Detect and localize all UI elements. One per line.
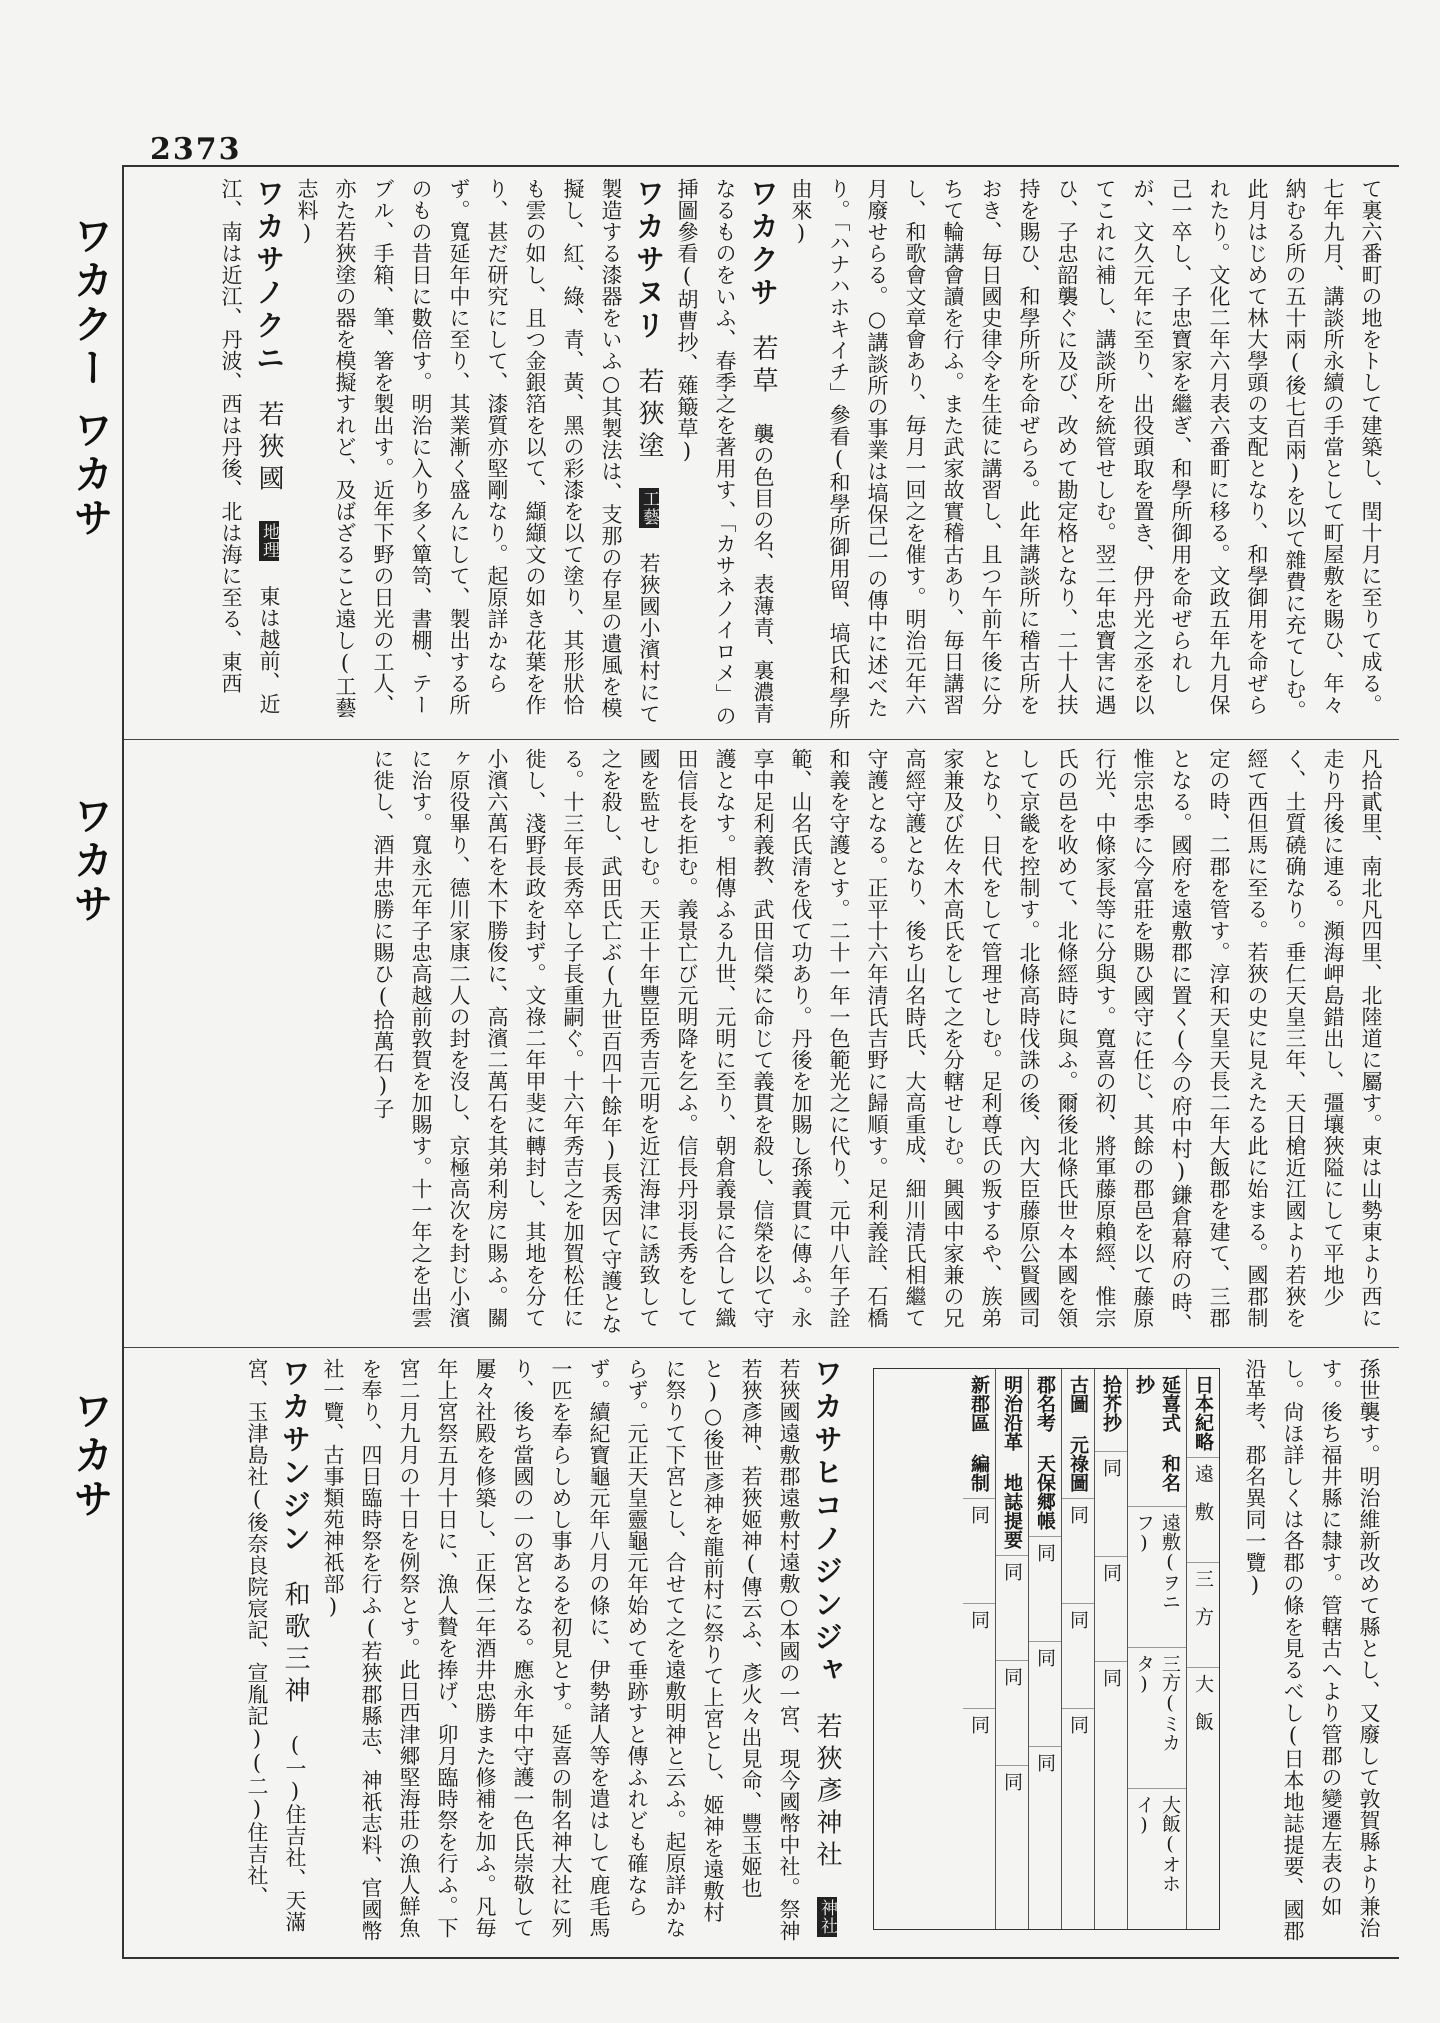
table-cell: 同 <box>1029 1537 1061 1642</box>
reading: 若狹塗 <box>634 367 664 464</box>
entry-wakasanokuni <box>212 178 288 730</box>
top-band-paragraph: て裏六番町の地をトして建築し、閏十月に至りて成る。七年九月、講談所永續の手當として町屋敷を賜ひ、年々納むる所の五十兩(後七百兩)を以て雜費に充てしむ。此月はじめて林大學頭の支配となり、和學御用を命ぜられたり。文化二年六月表六番町に移る。文政五年九月保己一卒し、子忠寶家を繼ぎ、和學所御用を命ぜられしが、文久元年に至り、出役頭取を置き、伊丹光之丞を以てこれに補し、講談所を統管せしむ。翌二年忠寶害に遇ひ、子忠韶襲ぐに及び、改めて勘定格となり、二十人扶持を賜ひ、和學所所を命ぜらる。此年講談所に稽古所をおき、毎日國史律令を生徒に講習し、且つ午前午後に分ちて輪講會讀を行ふ。また武家故實稽古あり、毎日講習し、和歌會文章會あり、毎月一回之を催す。明治元年六月廢せらる。○講談所の事業は塙保己一の傳中に述べたり。「ハナハホキイチ」參看(和學所御用留、塙氏和學所由來) <box>789 178 1383 730</box>
table-cell: 同 <box>1062 1499 1094 1604</box>
table-cell: 同 <box>963 1499 995 1604</box>
headword: ワカサンジン <box>278 1358 312 1556</box>
table-cell: 同 <box>1067 1715 1089 1734</box>
entry-wakakusa <box>668 178 782 730</box>
table-cell: 同 <box>996 1556 1028 1661</box>
table-cell: 同 <box>1029 1642 1061 1747</box>
reading: 若狹彥神社 <box>812 1712 842 1873</box>
table-cell: 大 飯 <box>1192 1674 1214 1731</box>
table-cell: 同 <box>996 1661 1028 1766</box>
table-cell: 同 <box>1100 1668 1122 1687</box>
table-cell: 同 <box>968 1715 990 1734</box>
table-cell: 三 方 <box>1187 1563 1219 1668</box>
table-cell: 同 <box>1062 1604 1094 1709</box>
page-number: 2373 <box>150 132 242 167</box>
table-cell: 三方(ミカタ) <box>1128 1648 1186 1789</box>
margin-heading-bottom: ワカサ <box>67 1390 113 1522</box>
table-header-cell: 古圖 元祿圖 <box>1062 1369 1094 1499</box>
band-divider-2 <box>124 1347 1399 1348</box>
table-column <box>1127 1369 1186 1929</box>
margin-heading-top: ワカクー ワカサ <box>67 215 113 541</box>
table-cell: 同 <box>963 1604 995 1709</box>
reading: 和歌三神 <box>280 1580 310 1709</box>
table-cell: 遠 敷 <box>1187 1458 1219 1563</box>
table-column <box>1028 1369 1061 1929</box>
reading: 若狹國 <box>254 400 284 497</box>
middle-band <box>128 748 1390 1340</box>
table-column <box>1061 1369 1094 1929</box>
table-header-cell: 郡名考 天保郷帳 <box>1029 1369 1061 1537</box>
bottom-band-right <box>850 1358 1388 1943</box>
entry-text: (一)住吉社、天滿宮、玉津島社(後奈良院宸記、宣胤記)(二)住吉社、 <box>245 1358 307 1933</box>
table-cell: 同 <box>1095 1452 1127 1557</box>
bottom-intro <box>1238 1358 1388 1943</box>
table-column <box>963 1369 995 1929</box>
entry-text: 襲の色目の名、表薄青、裏濃青なるものをいふ、春季之を著用す、「カサネノイロメ」の挿圖參看(胡曹抄、薙簸草) <box>675 178 775 727</box>
category-tag: 工藝 <box>639 490 659 526</box>
table-header-cell: 日本紀略 <box>1187 1369 1219 1458</box>
band-divider-1 <box>124 739 1399 740</box>
intro-paragraph: 孫世襲す。明治維新改めて縣とし、又廢して敦賀縣より兼治す。後ち福井縣に隸す。管轄古へより管郡の變遷左表の如し。尙ほ詳しくは各郡の條を見るべし(日本地誌提要、國郡沿革考、郡名異同一覽) <box>1243 1358 1381 1942</box>
entry-text: 東は越前、近江、南は近江、丹波、西は丹後、北は海に至る、東西 <box>219 178 281 715</box>
margin-heading-middle: ワカサ <box>67 795 113 927</box>
top-band <box>128 178 1390 730</box>
table-column <box>995 1369 1028 1929</box>
entry-text: 若狹國小濱村にて製造する漆器をいふ○其製法は、支那の存星の遺風を模擬し、紅、綠、青、黃、黑の彩漆を以て塗り、其形狀恰も雲の如し、且つ金銀箔を以て、纈纈文の如き花葉を作り、甚だ研究にして、漆質亦堅剛なり。起原詳かならず。寬延年中に至り、其業漸く盛んにして、製出する所のもの昔日に數倍す。明治に入り多く簞笥、書棚、テーブル、手箱、筆、箸を製出す。近年下野の日光の工人、亦た若狹塗の器を模擬すれど、及ばざること遠し(工藝志料) <box>295 178 661 725</box>
table-header-cell: 明治沿革 地誌提要 <box>996 1369 1028 1556</box>
entry-text: 若狹國遠敷郡遠敷村遠敷○本國の一宮、現今國幣中社。祭神若狹彥神、若狹姬神(傳云ふ、彥火々出見命、豐玉姬也と)○後世彥神を龍前村に祭りて上宮とし、姬神を遠敷村に祭りて下宮とし、合せて之を遠敷明神と云ふ。起原詳かならず。元正天皇靈龜元年始めて垂跡すと傳ふれども確ならず。續紀寶龜元年八月の條に、伊勢諸人等を遣はして鹿毛馬一匹を奉らしめし事あるを初見とす。延喜の制名神大社に列り、後ち當國の一の宮となる。應永年中守護一色氏崇敬して屢々社殿を修築し、正保二年酒井忠勝また修補を加ふ。凡毎年上宮祭五月十日に、漁人贄を捧げ、卯月臨時祭を行ふ。下宮二月九月の十日を例祭とす。此日西津郷堅海莊の漁人鮮魚を奉り、四日臨時祭を行ふ(若狹郡縣志、神祇志料、官國幣社一覽、古事類苑神祇部) <box>321 1358 801 1942</box>
headword: ワカサヌリ <box>632 178 666 343</box>
table-cell: 同 <box>1034 1753 1056 1772</box>
headword: ワカサヒコノジンジャ <box>810 1358 844 1688</box>
category-tag: 地理 <box>259 523 279 559</box>
table-cell: 同 <box>1095 1557 1127 1662</box>
category-tag: 神社 <box>817 1899 837 1935</box>
bottom-band-left <box>128 1358 846 1943</box>
table-cell: 同 <box>1001 1772 1023 1791</box>
reading: 若草 <box>748 334 778 399</box>
district-table <box>873 1368 1220 1930</box>
middle-band-paragraph: 凡拾貳里、南北凡四里、北陸道に屬す。東は山勢東より西に走り丹後に連る。瀕海岬島錯出し、彊壤狹隘にして平地少く、土質磽确なり。垂仁天皇三年、天日槍近江國より若狹を經て西但馬に至る。若狹の史に見えたる此に始まる。國郡制定の時、二郡を管す。淳和天皇天長二年大飯郡を建て、三郡となる。國府を遠敷郡に置く(今の府中村)鎌倉幕府の時、惟宗忠季に今富莊を賜ひ國守に任じ、其餘の郡邑を以て藤原行光、中條家長等に分與す。寬喜の初、將軍藤原賴經、惟宗氏の邑を收めて、北條經時に與ふ。爾後北條氏世々本國を領して京畿を控制す。北條高時伐誅の後、內大臣藤原公賢國司となり、日代をして管理せしむ。足利尊氏の叛するや、族弟家兼及び佐々木高氏をして之を分轄せしむ。興國中家兼の兄高經守護となり、後ち山名時氏、大高重成、細川清氏相繼て守護となる。正平十六年清氏吉野に歸順す。足利義詮、石橋和義を守護とす。二十一年一色範光之に代り、元中八年子詮範、山名氏清を伐て功あり。丹後を加賜し孫義貫に傳ふ。永享中足利義教、武田信榮に命じて義貫を殺し、信榮を以て守護となす。相傳ふる九世、元明に至り、朝倉義景に合して織田信長を拒む。義景亡び元明降を乞ふ。信長丹羽長秀をして國を監せしむ。天正十年豐臣秀吉元明を近江海津に誘致して之を殺し、武田氏亡ぶ(九世百四十餘年)長秀因て守護となる。十三年長秀卒し子長重嗣ぐ。十六年秀吉之を加賀松任に徙し、淺野長政を封ず。文祿二年甲斐に轉封し、其地を分て小濱六萬石を木下勝俊に、高濱二萬石を其弟利房に賜ふ。關ヶ原役畢り、德川家康二人の封を沒し、京極高次を封じ小濱に治す。寬永元年子忠高越前敦賀を加賜す。十一年之を出雲に徙し、酒井忠勝に賜ひ(拾萬石)子 <box>371 748 1383 1335</box>
table-header-cell: 拾芥抄 <box>1095 1369 1127 1452</box>
table-cell: 遠敷(ヲニフ) <box>1128 1507 1186 1648</box>
table-header-cell: 延喜式 和名抄 <box>1128 1369 1186 1507</box>
table-header-cell: 新郡區 編制 <box>963 1369 995 1499</box>
headword: ワカサノクニ <box>252 178 286 376</box>
headword: ワカクサ <box>746 178 780 310</box>
entry-wakasanuri <box>288 178 668 730</box>
table-column <box>1186 1369 1219 1929</box>
entry-wakasanjin <box>238 1358 314 1943</box>
table-column <box>1094 1369 1127 1929</box>
table-cell: 大飯(オホイ) <box>1133 1795 1181 1894</box>
entry-wakasahikonojinja <box>314 1358 846 1943</box>
